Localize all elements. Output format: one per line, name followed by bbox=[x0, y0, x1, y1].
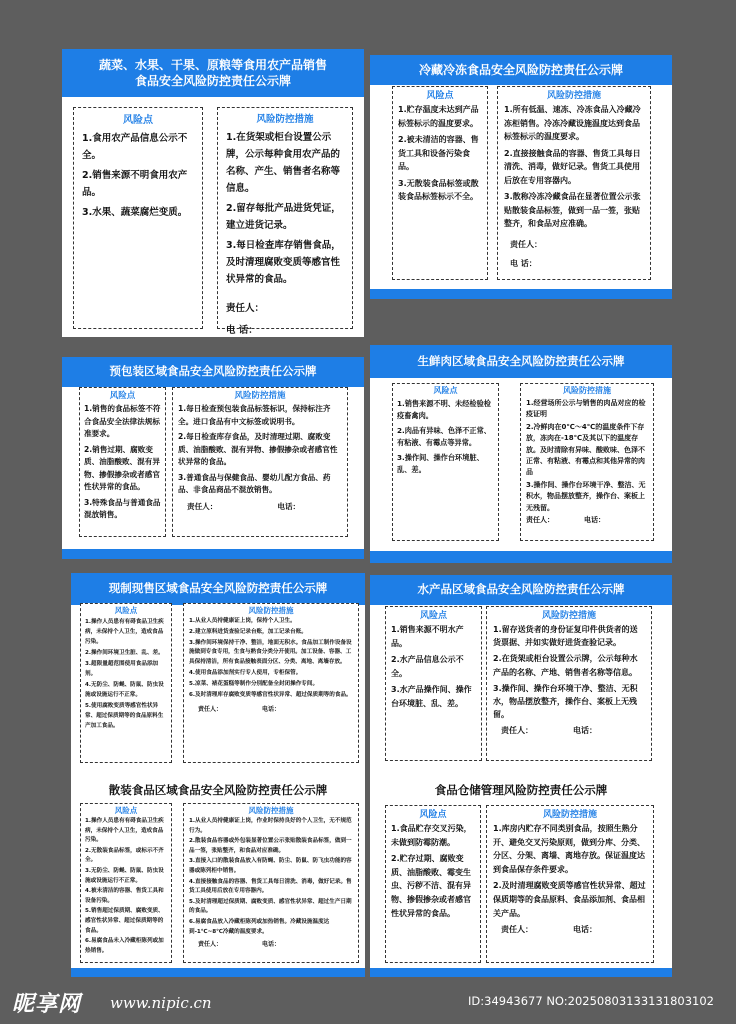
phone-label: 电话： bbox=[262, 941, 281, 949]
board-fresh-meat bbox=[370, 345, 672, 563]
board-made-on-site bbox=[71, 573, 365, 771]
risk-title: 风险点 bbox=[114, 806, 138, 815]
list-item: 3.散称冷冻冷藏食品在显著位置公示张贴散装食品标签，做到一品一签，张贴整齐，和食品对应准确。 bbox=[504, 192, 641, 228]
signature bbox=[173, 501, 347, 512]
list-item: 6.及时清理库存腐败变质等感官性状异常、超过保质期等的食品。 bbox=[189, 691, 352, 698]
board-title: 水产品区域食品安全风险防控责任公示牌 bbox=[370, 575, 672, 605]
list-item: 2.建立原料进货查验记录台账，加工记录台账。 bbox=[189, 628, 307, 635]
signature bbox=[184, 704, 358, 713]
responsible-label: 责任人： bbox=[226, 303, 265, 314]
responsible-label: 责任人： bbox=[198, 706, 223, 714]
measure-box bbox=[486, 606, 652, 761]
risk-box bbox=[392, 86, 488, 280]
board-footer-bar bbox=[71, 968, 365, 977]
list-item: 5.使用腐败变质等感官性状异常、超过保质期等的食品原料生产加工食品。 bbox=[85, 703, 164, 729]
responsible-label: 责任人： bbox=[510, 239, 542, 249]
board-footer-bar bbox=[370, 289, 672, 299]
list-item: 1.销售来源不明水产品。 bbox=[391, 625, 464, 648]
board-footer-bar bbox=[370, 551, 672, 563]
risk-list bbox=[81, 817, 171, 956]
signature bbox=[521, 515, 653, 525]
measure-title: 风险防控措施 bbox=[256, 114, 314, 125]
list-item: 1.库房内贮存不同类别食品，按照生熟分开、避免交叉污染原则，做到分库、分类、分区、分架、离墙、离地存放。保证温度达到食品保存条件要求。 bbox=[493, 824, 645, 874]
watermark-url: www.nipic.cn bbox=[110, 994, 212, 1012]
measure-list bbox=[487, 822, 653, 920]
board-title: 食品仓储管理风险防控责任公示牌 bbox=[370, 775, 672, 807]
list-item: 2.肉品有异味、色泽不正常、有粘液、有霉点等异常。 bbox=[397, 426, 491, 447]
list-item: 3.操作间、操作台环境脏、乱、差。 bbox=[397, 453, 484, 474]
list-item: 3.特殊食品与普通食品混放销售。 bbox=[84, 497, 161, 519]
phone-label: 电话： bbox=[584, 516, 605, 525]
list-item: 1.食品贮存交叉污染，未做到防霉防潮。 bbox=[391, 824, 472, 847]
list-item: 2.操作间环境卫生脏、乱、差。 bbox=[85, 650, 164, 656]
measure-box bbox=[217, 107, 353, 336]
responsible-label: 责任人： bbox=[526, 516, 554, 525]
risk-box bbox=[73, 107, 203, 329]
list-item: 2.散装食品容器或外包装显著位置公示张贴散装食品标签，做到一品一签，张贴整齐，和食品对应准确。 bbox=[189, 838, 352, 854]
phone-label: 电话： bbox=[573, 925, 597, 935]
board-warehouse bbox=[370, 771, 672, 977]
list-item: 2.每日检查库存食品，及时清理过期、腐败变质、油脂酸败、混有异物、掺假掺杂或者感官性状异常的食品。 bbox=[178, 432, 338, 466]
responsible-label: 责任人： bbox=[187, 501, 218, 511]
list-item: 3.水产品操作间、操作台环境脏、乱、差。 bbox=[391, 685, 472, 708]
risk-box bbox=[385, 606, 482, 761]
list-item: 4.无防尘、防蝇、防鼠、防虫设施或设施运行不正常。 bbox=[85, 682, 164, 698]
list-item: 3.普通食品与保健食品、婴幼儿配方食品、药品、非食品商品不混放销售。 bbox=[178, 472, 331, 494]
phone-label: 电话： bbox=[262, 706, 281, 714]
measure-box bbox=[486, 805, 654, 963]
measure-list bbox=[184, 617, 358, 700]
list-item: 1.经营场所公示与销售的肉品对应的检疫证明 bbox=[526, 399, 646, 419]
risk-box bbox=[385, 805, 481, 963]
list-item: 2.水产品信息公示不全。 bbox=[391, 655, 464, 678]
board-title: 现制现售区域食品安全风险防控责任公示牌 bbox=[71, 573, 365, 605]
list-item: 3.无散装食品标签或散装食品标签标示不全。 bbox=[398, 178, 479, 201]
watermark-id: ID:34943677 NO:20250803133131803102 bbox=[468, 994, 714, 1008]
list-item: 6.易腐食品放入冷藏柜陈列或加热销售。冷藏设施温度达到-1℃~8℃冷藏的温度要求。 bbox=[189, 918, 330, 935]
risk-title: 风险点 bbox=[419, 611, 447, 621]
board-title: 生鲜肉区域食品安全风险防控责任公示牌 bbox=[370, 345, 672, 378]
signature bbox=[498, 239, 650, 269]
risk-list bbox=[386, 623, 481, 710]
risk-box bbox=[79, 387, 166, 537]
list-item: 2.及时清理腐败变质等感官性状异常、超过保质期等的食品原料、食品添加剂、食品相关产品。 bbox=[493, 881, 646, 918]
list-item: 1.操作人员患有有碍食品卫生疾病，未保持个人卫生，造成食品污染。 bbox=[85, 619, 164, 645]
list-item: 3.超限量超范围使用食品添加剂。 bbox=[85, 661, 159, 677]
board-title: 散装食品区域食品安全风险防控责任公示牌 bbox=[71, 775, 365, 807]
watermark-logo: 昵享网 bbox=[12, 992, 82, 1017]
board-footer-bar bbox=[62, 549, 364, 559]
phone-label: 电话： bbox=[573, 726, 597, 736]
list-item: 1.从业人员持健康证上岗，作业时保持良好的个人卫生，无不规范行为。 bbox=[189, 818, 352, 834]
list-item: 2.留存每批产品进货凭证，建立进货记录。 bbox=[226, 203, 341, 231]
risk-box bbox=[80, 803, 172, 963]
list-item: 5.及时清理超过保质期、腐败变质、感官性状异常、超过生产日期的食品。 bbox=[189, 898, 352, 915]
risk-title: 风险点 bbox=[433, 386, 458, 395]
list-item: 2.贮存过期、腐败变质、油脂酸败、霉变生虫、污秽不洁、混有异物、掺假掺杂或者感官性状异常的食品。 bbox=[391, 854, 471, 918]
list-item: 3.无防尘、防蝇、防鼠、防虫设施或设施运行不正常。 bbox=[85, 867, 164, 884]
risk-box bbox=[392, 383, 499, 541]
board-prepackaged bbox=[62, 357, 364, 559]
list-item: 3.水果、蔬菜腐烂变质。 bbox=[82, 207, 188, 218]
list-item: 1.从业人员持健康证上岗，保持个人卫生。 bbox=[189, 618, 296, 624]
measure-title: 风险防控措施 bbox=[563, 386, 611, 395]
list-item: 1.贮存温度未达到产品标签标示的温度要求。 bbox=[398, 105, 479, 128]
board-footer-bar bbox=[370, 968, 672, 977]
risk-list bbox=[393, 398, 498, 476]
list-item: 4.被未清洁的容器、售货工具和设备污染。 bbox=[85, 888, 164, 904]
measure-list bbox=[218, 129, 352, 288]
risk-title: 风险点 bbox=[419, 810, 447, 820]
list-item: 2.无散装食品标签，或标示不齐全。 bbox=[85, 847, 164, 864]
list-item: 1.在货架或柜台设置公示牌，公示每种食用农产品的名称、产生、销售者名称等信息。 bbox=[226, 132, 341, 194]
measure-list bbox=[521, 398, 653, 514]
risk-list bbox=[74, 130, 202, 221]
list-item: 5.凉菜、裱花蛋糕等制作分别配备全封闭操作专间。 bbox=[189, 680, 319, 687]
board-cold-storage bbox=[370, 55, 672, 299]
list-item: 4.使用食品添加剂实行专人使用，专柜保管。 bbox=[189, 669, 302, 676]
measure-title: 风险防控措施 bbox=[234, 391, 286, 401]
list-item: 2.冷鲜肉在0℃～4℃的温度条件下存放，冻肉在-18℃及其以下的温度存放。及时清除有异味、酸败味、色泽不正常、有粘液、有霉点和其他异常的肉品 bbox=[526, 422, 645, 477]
list-item: 3.操作间、操作台环境干净、整洁、无积水，物品摆放整齐，操作台、案板上无残留。 bbox=[526, 480, 646, 512]
list-item: 1.销售来源不明、未经检验检疫畜禽肉。 bbox=[397, 399, 491, 420]
list-item: 5.销售超过保质期、腐败变质、感官性状异常、超过保质期等的食品。 bbox=[85, 908, 164, 934]
list-item: 2.被未清洁的容器、售货工具和设备污染食品。 bbox=[398, 135, 479, 171]
list-item: 3.直接入口的散装食品放入有防蝇、防尘、防鼠、防飞虫功能的容器或陈列柜中销售。 bbox=[189, 858, 352, 874]
list-item: 1.所有低温、速冻、冷冻食品入冷藏冷冻柜销售。冷冻冷藏设施温度达到食品标签标示的温度要求。 bbox=[504, 105, 641, 141]
risk-list bbox=[81, 617, 171, 731]
board-title: 预包装区域食品安全风险防控责任公示牌 bbox=[62, 357, 364, 387]
list-item: 1.操作人员患有有碍食品卫生疾病，未保持个人卫生，造成食品污染。 bbox=[85, 818, 164, 844]
signature bbox=[218, 300, 352, 336]
list-item: 2.销售过期、腐败变质、油脂酸败、混有异物、掺假掺杂或者感官性状异常的食品。 bbox=[84, 444, 160, 491]
responsible-label: 责任人： bbox=[501, 726, 533, 736]
risk-title: 风险点 bbox=[114, 606, 138, 615]
phone-label: 电话： bbox=[277, 501, 301, 511]
risk-list bbox=[386, 822, 480, 920]
measure-box bbox=[497, 86, 651, 280]
measure-box bbox=[183, 603, 359, 763]
measure-list bbox=[487, 623, 651, 721]
risk-list bbox=[393, 103, 487, 204]
board-title: 冷藏冷冻食品安全风险防控责任公示牌 bbox=[370, 55, 672, 85]
measure-box bbox=[183, 803, 359, 963]
measure-title: 风险防控措施 bbox=[248, 806, 294, 815]
list-item: 3.操作间环境保持干净、整洁，地面无积水。食品加工制作设备设施做到专食专用，生食与熟食分类分开使用。加工设备、容器、工具保持清洁，所有食品接触表面分区、分类、离地、离墙存放。 bbox=[189, 639, 352, 666]
signature bbox=[487, 924, 653, 935]
board-bulk-food bbox=[71, 771, 365, 977]
signature bbox=[487, 725, 651, 736]
measure-title: 风险防控措施 bbox=[546, 91, 601, 101]
list-item: 6.易腐食品未入冷藏柜陈列或加热销售。 bbox=[85, 938, 164, 954]
list-item: 1.留存送货者的身份证复印件供货者的送货票据、并如实做好进货查验记录。 bbox=[493, 625, 638, 648]
risk-title: 风险点 bbox=[426, 91, 454, 101]
list-item: 1.每日检查预包装食品标签标识，保持标注齐全。进口食品有中文标签或说明书。 bbox=[178, 404, 331, 426]
list-item: 2.销售来源不明食用农产品。 bbox=[82, 170, 188, 198]
risk-title: 风险点 bbox=[109, 391, 136, 401]
list-item: 4.直接接触食品的容器、售货工具每日清洗、消毒，做好记录。售货工具使用后放在专用容器内。 bbox=[189, 878, 352, 895]
measure-title: 风险防控措施 bbox=[542, 810, 597, 820]
signature bbox=[184, 939, 358, 948]
list-item: 3.操作间、操作台环境干净、整洁、无积水，物品摆放整齐，操作台、案板上无残留。 bbox=[493, 683, 638, 720]
list-item: 1.食用农产品信息公示不全。 bbox=[82, 133, 188, 161]
list-item: 2.直接接触食品的容器、售货工具每日清洗、消毒，做好记录。售货工具使用后放在专用容器内。 bbox=[504, 148, 641, 185]
responsible-label: 责任人： bbox=[198, 941, 223, 949]
risk-box bbox=[80, 603, 172, 763]
measure-box bbox=[172, 387, 348, 537]
measure-title: 风险防控措施 bbox=[541, 611, 596, 621]
phone-label: 电 话： bbox=[226, 325, 258, 336]
board-aquatic bbox=[370, 575, 672, 771]
measure-list bbox=[184, 817, 358, 937]
phone-label: 电 话： bbox=[510, 258, 537, 268]
measure-list bbox=[498, 103, 650, 231]
risk-list bbox=[80, 403, 165, 522]
board-agricultural bbox=[62, 49, 364, 337]
list-item: 2.在货架或柜台设置公示牌，公示每种水产品的名称、产地、销售者名称等信息。 bbox=[493, 654, 638, 677]
list-item: 1.销售的食品标签不符合食品安全法律法规标准要求。 bbox=[84, 404, 161, 438]
board-title: 蔬菜、水果、干果、原粮等食用农产品销售 食品安全风险防控责任公示牌 bbox=[62, 49, 364, 97]
measure-box bbox=[520, 383, 654, 541]
responsible-label: 责任人： bbox=[501, 925, 533, 935]
risk-title: 风险点 bbox=[123, 115, 153, 126]
measure-title: 风险防控措施 bbox=[248, 606, 294, 615]
measure-list bbox=[173, 403, 347, 497]
list-item: 3.每日检查库存销售食品，及时清理腐败变质等感官性状异常的食品。 bbox=[226, 240, 341, 285]
